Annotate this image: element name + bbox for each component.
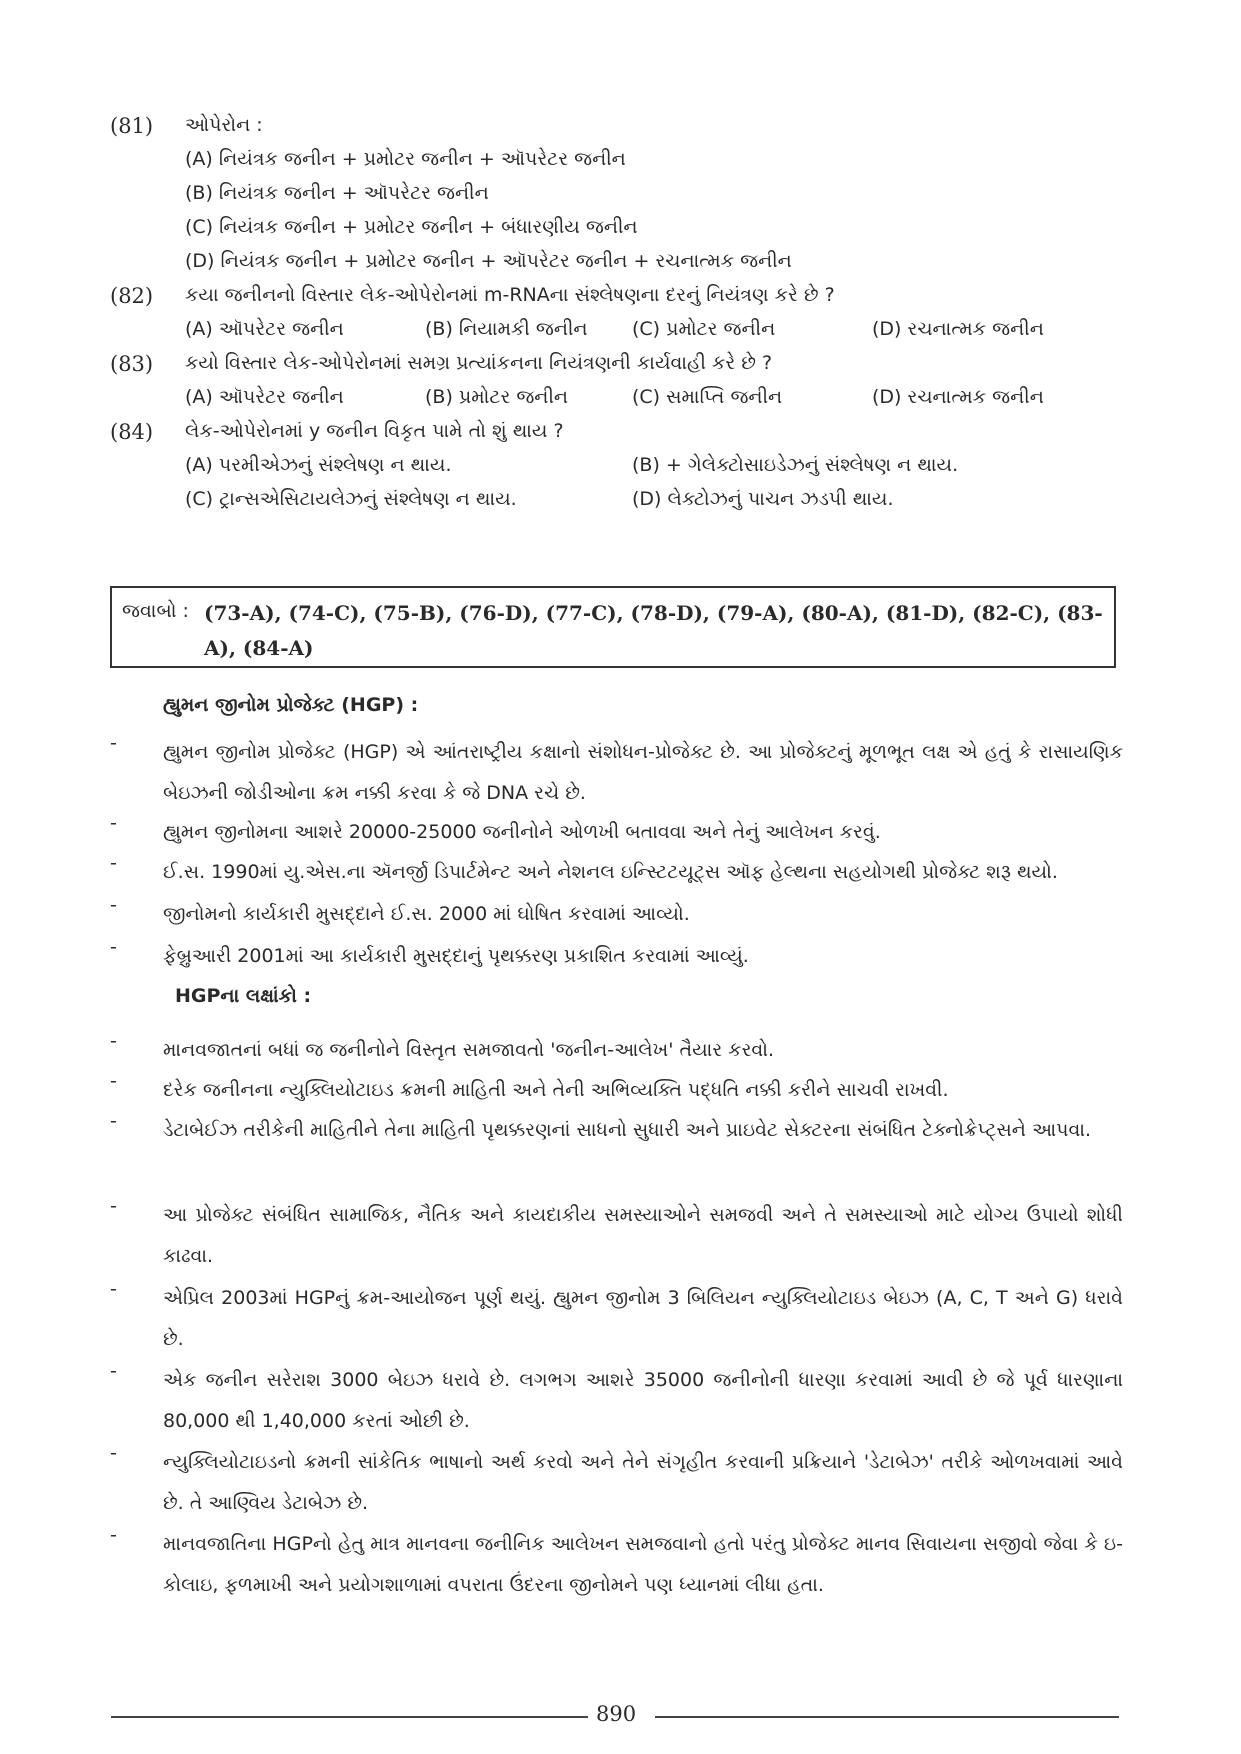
question-number: (81)	[110, 114, 154, 138]
answer-text: (73-A), (74-C), (75-B), (76-D), (77-C), (78-D), (79-A), (80-A), (81-D), (82-C), (83-A), (84-A)	[204, 601, 1103, 660]
bullet-marker: -	[110, 1030, 117, 1052]
question-text: લેક-ઓપેરોનમાં y જનીન વિકૃત પામે તો શું થાય ?	[185, 420, 564, 442]
bullet-marker: -	[110, 852, 117, 874]
option-83-b: (B) પ્રમોટર જનીન	[425, 386, 569, 408]
option-84-b: (B) + ગેલેક્ટોસાઇડેઝનું સંશ્લેષણ ન થાય.	[632, 454, 959, 476]
bullet-marker: -	[110, 1442, 117, 1464]
bullet-text: દરેક જનીનના ન્યુક્લિયોટાઇડ ક્રમની માહિતી અને તેની અભિવ્યક્તિ પદ્ધતિ નક્કી કરીને સાચવી રાખવી.	[163, 1079, 949, 1101]
bullet-text: હ્યુમન જીનોમના આશરે 20000-25000 જનીનોને ઓળખી બતાવવા અને તેનું આલેખન કરવું.	[163, 821, 881, 843]
option-82-b: (B) નિયામકી જનીન	[425, 318, 588, 340]
question-number: (84)	[110, 420, 154, 444]
bullet-marker: -	[110, 732, 117, 754]
page-number: 890	[596, 1702, 637, 1726]
option-83-d: (D) રચનાત્મક જનીન	[872, 386, 1044, 408]
option-84-a: (A) પરમીએઝનું સંશ્લેષણ ન થાય.	[185, 454, 452, 476]
bullet-text: માનવજાતનાં બધાં જ જનીનોને વિસ્તૃત સમજાવતો 'જનીન-આલેખ' તૈયાર કરવો.	[163, 1039, 775, 1061]
bullet-marker: -	[110, 1278, 117, 1300]
option-82-d: (D) રચનાત્મક જનીન	[872, 318, 1044, 340]
section-heading-goals: HGPના લક્ષાંકો :	[175, 985, 312, 1007]
bullet-text: ડેટાબેઈઝ તરીકેની માહિતીને તેના માહિતી પૃથક્કરણનાં સાધનો સુધારી અને પ્રાઇવેટ સેક્ટરના સંબંધિત ટેક્નોક્રેપ્ટ્સને આપવા.	[163, 1119, 1092, 1141]
bullet-text: જીનોમનો કાર્યકારી મુસદ્દાને ઈ.સ. 2000 માં ઘોષિત કરવામાં આવ્યો.	[163, 903, 690, 925]
option-84-c: (C) ટ્રાન્સએસિટાયલેઝનું સંશ્લેષણ ન થાય.	[185, 488, 517, 510]
question-text: કયા જનીનનો વિસ્તાર લેક-ઓપેરોનમાં m-RNAના સંશ્લેષણના દરનું નિયંત્રણ કરે છે ?	[185, 284, 835, 306]
bullet-text: ન્યુક્લિયોટાઇડનો ક્રમની સાંકેતિક ભાષાનો અર્થ કરવો અને તેને સંગૃહીત કરવાની પ્રક્રિયાને 'ડેટાબેઝ' તરીકે ઓળખવામાં આવે છે. તે આણ્વિય ડેટાબેઝ છે.	[163, 1451, 1123, 1514]
option-82-c: (C) પ્રમોટર જનીન	[632, 318, 776, 340]
bullet-text: એપ્રિલ 2003માં HGPનું ક્રમ-આયોજન પૂર્ણ થયું. હ્યુમન જીનોમ 3 બિલિયન ન્યુક્લિયોટાઇડ બેઇઝ (A, C, T અને G) ધરાવે છે.	[163, 1287, 1123, 1350]
question-number: (83)	[110, 352, 154, 376]
option-81-d: (D) નિયંત્રક જનીન + પ્રમોટર જનીન + ઑપરેટર જનીન + રચનાત્મક જનીન	[185, 250, 792, 272]
question-text: કયો વિસ્તાર લેક-ઓપેરોનમાં સમગ્ર પ્રત્યાંકનના નિયંત્રણની કાર્યવાહી કરે છે ?	[185, 352, 773, 374]
option-83-c: (C) સમાપ્તિ જનીન	[632, 386, 783, 408]
bullet-marker: -	[110, 1110, 117, 1132]
option-83-a: (A) ઑપરેટર જનીન	[185, 386, 344, 408]
bullet-text: એક જનીન સરેરાશ 3000 બેઇઝ ધરાવે છે. લગભગ આશરે 35000 જનીનોની ધારણા કરવામાં આવી છે જે પૂર્વ ધારણાના 80,000 થી 1,40,000 કરતાં ઓછી છે.	[163, 1369, 1123, 1432]
bullet-marker: -	[110, 936, 117, 958]
bullet-text: ઈ.સ. 1990માં યુ.એસ.ના ઍનર્જી ડિપાર્ટમેન્ટ અને નેશનલ ઇન્સ્ટિટયૂટ્સ ઑફ હેલ્થના સહયોગથી પ્રોજેક્ટ શરૂ થયો.	[163, 861, 1058, 883]
option-81-b: (B) નિયંત્રક જનીન + ઑપરેટર જનીન	[185, 182, 489, 204]
bullet-text: ફેબ્રુઆરી 2001માં આ કાર્યકારી મુસદ્દાનું પૃથક્કરણ પ્રકાશિત કરવામાં આવ્યું.	[163, 945, 749, 967]
bullet-text: આ પ્રોજેક્ટ સંબંધિત સામાજિક, નૈતિક અને કાયદાકીય સમસ્યાઓને સમજવી અને તે સમસ્યાઓ માટે યોગ્ય ઉપાયો શોધી કાઢવા.	[163, 1204, 1123, 1267]
footer-rule-left	[111, 1716, 588, 1718]
bullet-marker: -	[110, 1070, 117, 1092]
answer-box	[110, 586, 1116, 668]
question-text: ઓપેરોન :	[185, 114, 263, 136]
option-81-c: (C) નિયંત્રક જનીન + પ્રમોટર જનીન + બંધારણીય જનીન	[185, 216, 638, 238]
bullet-marker: -	[110, 1524, 117, 1546]
answer-label: જવાબો :	[122, 600, 189, 622]
option-81-a: (A) નિયંત્રક જનીન + પ્રમોટર જનીન + ઑપરેટર જનીન	[185, 148, 626, 170]
bullet-marker: -	[110, 1195, 117, 1217]
bullet-marker: -	[110, 812, 117, 834]
bullet-text: હ્યુમન જીનોમ પ્રોજેક્ટ (HGP) એ આંતરાષ્ટ્રીય કક્ષાનો સંશોધન-પ્રોજેક્ટ છે. આ પ્રોજેક્ટનું મૂળભૂત લક્ષ એ હતું કે રાસાયણિક બેઇઝની જોડીઓના ક્રમ નક્કી કરવા કે જે DNA રચે છે.	[163, 741, 1123, 804]
bullet-text: માનવજાતિના HGPનો હેતુ માત્ર માનવના જનીનિક આલેખન સમજવાનો હતો પરંતુ પ્રોજેક્ટ માનવ સિવાયના સજીવો જેવા કે ઇ-કોલાઇ, ફળમાખી અને પ્રયોગશાળામાં વપરાતા ઉંદરના જીનોમને પણ ધ્યાનમાં લીધા હતા.	[163, 1533, 1123, 1596]
question-number: (82)	[110, 284, 154, 308]
option-84-d: (D) લેક્ટોઝનું પાચન ઝડપી થાય.	[632, 488, 894, 510]
section-heading-hgp: હ્યુમન જીનોમ પ્રોજેક્ટ (HGP) :	[163, 694, 419, 716]
bullet-marker: -	[110, 1360, 117, 1382]
bullet-marker: -	[110, 894, 117, 916]
footer-rule-right	[655, 1716, 1119, 1718]
option-82-a: (A) ઑપરેટર જનીન	[185, 318, 344, 340]
